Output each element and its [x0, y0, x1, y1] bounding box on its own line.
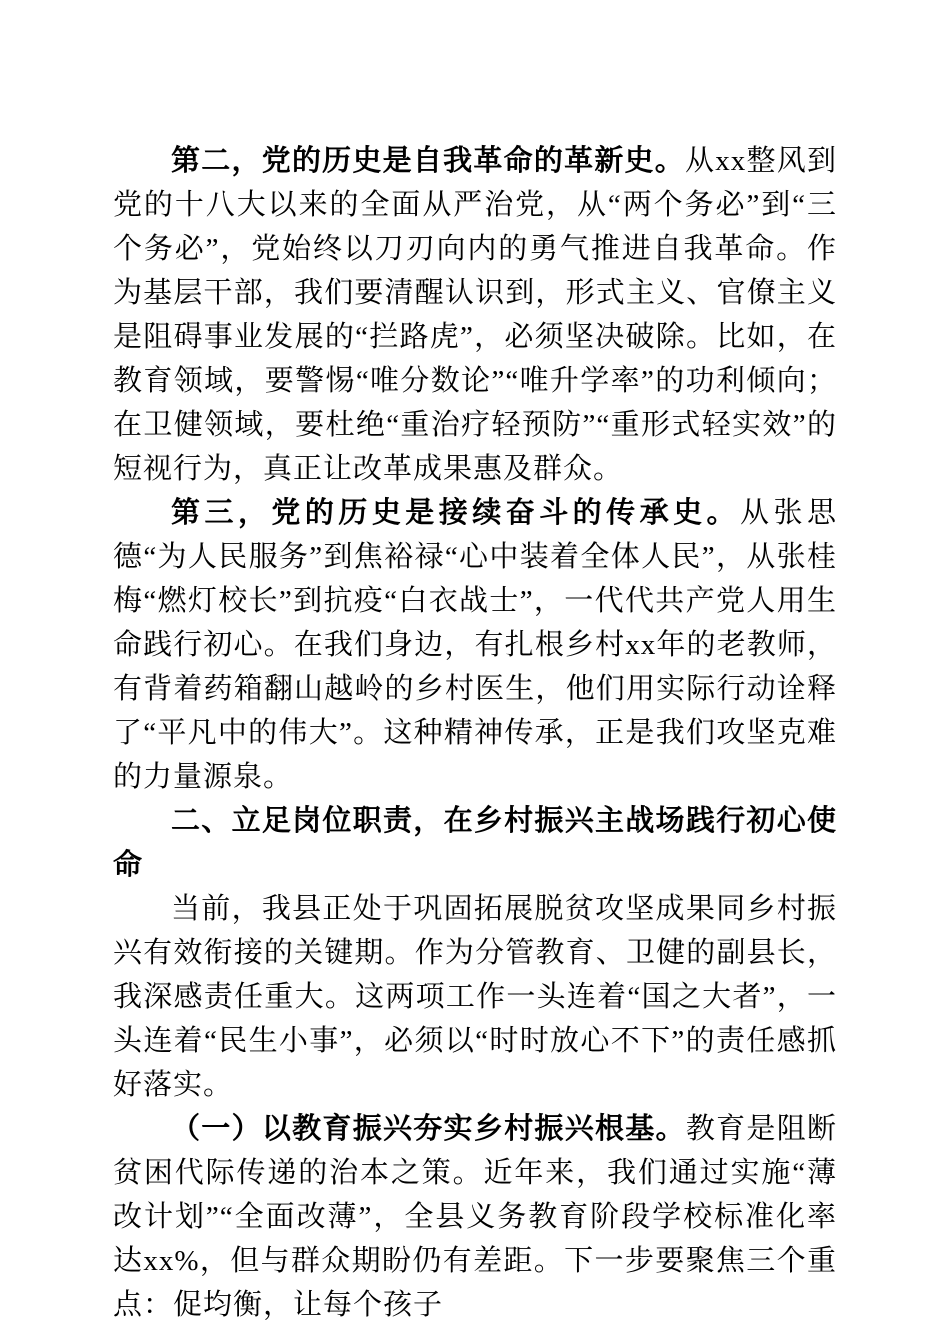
paragraph	[113, 491, 837, 799]
paragraph-text: 从xx整风到党的十八大以来的全面从严治党，从“两个务必”到“三个务必”，党始终以刀刃向内的勇气推进自我革命。作为基层干部，我们要清醒认识到，形式主义、官僚主义是阻碍事业发展的“拦路虎”，必须坚决破除。比如，在教育领域，要警惕“唯分数论”“唯升学率”的功利倾向；在卫健领域，要杜绝“重治疗轻预防”“重形式轻实效”的短视行为，真正让改革成果惠及群众。	[113, 145, 837, 485]
paragraph	[113, 139, 837, 491]
paragraph-text: 当前，我县正处于巩固拓展脱贫攻坚成果同乡村振兴有效衔接的关键期。作为分管教育、卫健的副县长，我深感责任重大。这两项工作一头连着“国之大者”，一头连着“民生小事”，必须以“时时放心不下”的责任感抓好落实。	[113, 893, 837, 1101]
paragraph	[113, 887, 837, 1107]
paragraph-lead-text: 第三，党的历史是接续奋斗的传承史。	[171, 497, 741, 529]
paragraph-lead-text: 二、立足岗位职责，在乡村振兴主战场践行初心使命	[113, 805, 837, 881]
paragraph-lead-text: （一）以教育振兴夯实乡村振兴根基。	[171, 1113, 686, 1145]
paragraph-lead-text: 第二，党的历史是自我革命的革新史。	[171, 145, 686, 177]
paragraph-text: 教育是阻断贫困代际传递的治本之策。近年来，我们通过实施“薄改计划”“全面改薄”，全县义务教育阶段学校标准化率达xx%，但与群众期盼仍有差距。下一步要聚焦三个重点：促均衡，让每个孩子	[113, 1113, 837, 1321]
section-heading	[113, 799, 837, 887]
paragraph-text: 从张思德“为人民服务”到焦裕禄“心中装着全体人民”，从张桂梅“燃灯校长”到抗疫“白衣战士”，一代代共产党人用生命践行初心。在我们身边，有扎根乡村xx年的老教师，有背着药箱翻山越岭的乡村医生，他们用实际行动诠释了“平凡中的伟大”。这种精神传承，正是我们攻坚克难的力量源泉。	[113, 497, 837, 793]
paragraph	[113, 1107, 837, 1327]
